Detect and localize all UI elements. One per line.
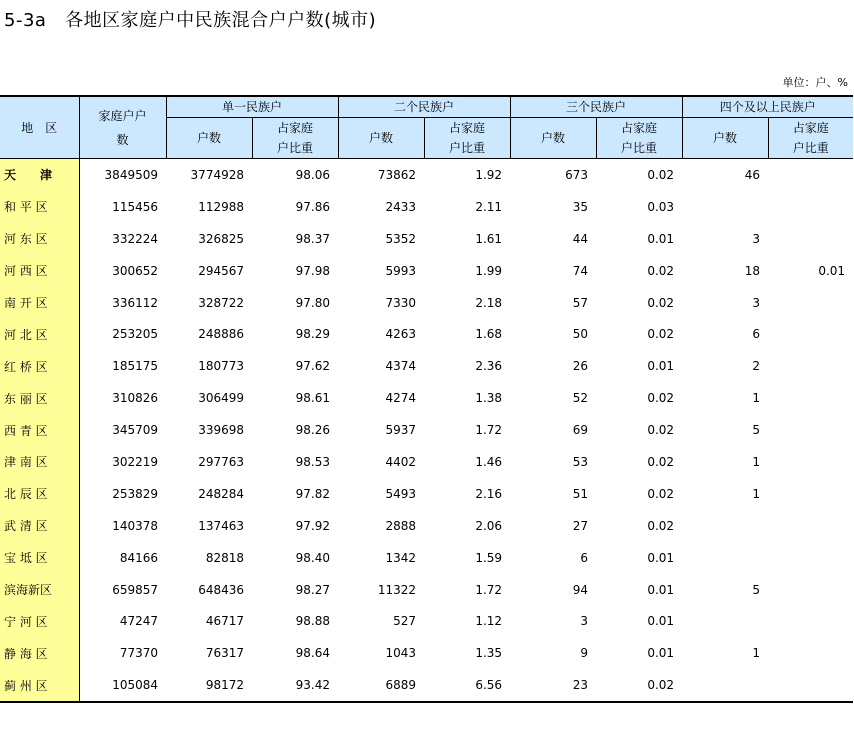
cell-region: 南 开 区 <box>0 287 79 319</box>
cell-two-share: 1.35 <box>475 646 503 661</box>
cell-single-count: 98172 <box>166 669 252 702</box>
cell-three-count: 94 <box>572 582 589 597</box>
cell-four-count: 6 <box>752 327 761 342</box>
header-group-three: 三个民族户 <box>510 96 682 118</box>
cell-two-count: 1043 <box>385 646 417 661</box>
cell-three-share: 0.02 <box>647 518 675 533</box>
cell-three-count: 673 <box>565 167 589 182</box>
cell-households: 105084 <box>79 669 166 702</box>
cell-region: 天 津 <box>0 159 79 191</box>
header-count: 户数 <box>166 118 252 159</box>
table-row <box>0 382 853 414</box>
cell-region: 滨海新区 <box>0 574 79 606</box>
cell-four-count: 46 <box>744 167 761 182</box>
cell-two-share: 1.61 <box>475 231 503 246</box>
cell-three-share: 0.02 <box>647 423 675 438</box>
cell-four-count: 1 <box>752 454 761 469</box>
cell-four-share <box>768 287 853 319</box>
cell-region: 津 南 区 <box>0 446 79 478</box>
table-row <box>0 287 853 319</box>
cell-households: 3849509 <box>104 167 158 182</box>
cell-two-count: 2888 <box>385 518 417 533</box>
cell-three-count: 23 <box>510 669 596 702</box>
table-header <box>0 96 853 159</box>
cell-two-count: 73862 <box>377 167 417 182</box>
cell-three-share: 0.01 <box>647 550 675 565</box>
header-share: 占家庭户比重 <box>768 118 853 159</box>
cell-single-share: 98.61 <box>295 391 331 406</box>
cell-households: 310826 <box>112 391 158 406</box>
cell-two-share: 2.36 <box>475 359 503 374</box>
cell-three-share: 0.02 <box>647 327 675 342</box>
cell-region: 静 海 区 <box>0 637 79 669</box>
cell-three-share: 0.01 <box>647 582 675 597</box>
cell-single-share: 98.88 <box>295 614 331 629</box>
cell-households: 140378 <box>112 518 158 533</box>
cell-three-count: 35 <box>572 199 589 214</box>
cell-four-count: 18 <box>744 263 761 278</box>
cell-four-count: 1 <box>752 646 761 661</box>
cell-single-share: 98.26 <box>295 423 331 438</box>
page-title: 5-3a 各地区家庭户中民族混合户户数(城市) <box>4 10 377 31</box>
header-count: 户数 <box>682 118 768 159</box>
cell-four-share: 0.01 <box>818 263 846 278</box>
table-row <box>0 605 853 637</box>
cell-two-count: 4402 <box>385 454 417 469</box>
cell-two-share: 1.38 <box>475 391 503 406</box>
table-row <box>0 223 853 255</box>
table-row <box>0 318 853 350</box>
cell-single-count: 297763 <box>198 454 244 469</box>
cell-single-share: 98.37 <box>295 231 331 246</box>
table-row <box>0 255 853 287</box>
table-row-total <box>0 159 853 191</box>
cell-single-count: 112988 <box>198 199 244 214</box>
cell-single-count: 326825 <box>198 231 244 246</box>
cell-three-share: 0.02 <box>647 391 675 406</box>
table-row <box>0 414 853 446</box>
cell-two-count: 4274 <box>385 391 417 406</box>
cell-two-share: 6.56 <box>424 669 510 702</box>
cell-three-share: 0.02 <box>647 263 675 278</box>
cell-single-count: 648436 <box>198 582 244 597</box>
cell-four-count: 3 <box>752 295 761 310</box>
cell-two-share: 2.06 <box>475 518 503 533</box>
cell-region: 西 青 区 <box>0 414 79 446</box>
cell-four-count: 5 <box>752 423 761 438</box>
cell-single-count: 328722 <box>198 295 244 310</box>
cell-three-share: 0.03 <box>647 199 675 214</box>
cell-two-share: 1.68 <box>475 327 503 342</box>
cell-two-count: 1342 <box>385 550 417 565</box>
cell-two-count: 11322 <box>377 582 417 597</box>
cell-households: 84166 <box>119 550 158 565</box>
cell-three-share: 0.01 <box>647 614 675 629</box>
cell-four-share <box>768 669 853 702</box>
cell-single-share: 97.62 <box>295 359 331 374</box>
cell-region: 河 北 区 <box>0 318 79 350</box>
cell-four-share <box>768 637 853 669</box>
header-count: 户数 <box>338 118 424 159</box>
cell-single-count: 294567 <box>198 263 244 278</box>
cell-four-share <box>768 159 853 191</box>
cell-three-share: 0.02 <box>647 454 675 469</box>
cell-single-share: 97.86 <box>295 199 331 214</box>
cell-three-share: 0.02 <box>647 167 675 182</box>
cell-households: 115456 <box>112 199 158 214</box>
cell-two-share: 2.11 <box>475 199 503 214</box>
cell-three-share: 0.02 <box>596 669 682 702</box>
cell-households: 47247 <box>119 614 158 629</box>
cell-region: 蓟 州 区 <box>0 669 79 702</box>
table-row <box>0 637 853 669</box>
table-row <box>0 542 853 574</box>
cell-three-count: 44 <box>572 231 589 246</box>
table-row <box>0 446 853 478</box>
cell-two-share: 1.12 <box>475 614 503 629</box>
cell-households: 332224 <box>112 231 158 246</box>
cell-households: 659857 <box>112 582 158 597</box>
cell-three-share: 0.01 <box>647 359 675 374</box>
cell-single-count: 339698 <box>198 423 244 438</box>
cell-four-share <box>768 542 853 574</box>
table-row <box>0 350 853 382</box>
cell-two-count: 7330 <box>385 295 417 310</box>
cell-four-count <box>682 605 768 637</box>
header-group-four-plus: 四个及以上民族户 <box>682 96 853 118</box>
cell-region: 河 东 区 <box>0 223 79 255</box>
header-share: 占家庭户比重 <box>596 118 682 159</box>
cell-region: 和 平 区 <box>0 191 79 223</box>
cell-two-count: 6889 <box>338 669 424 702</box>
cell-three-count: 52 <box>572 391 589 406</box>
cell-four-share <box>768 191 853 223</box>
cell-single-share: 98.29 <box>295 327 331 342</box>
cell-two-share: 1.59 <box>475 550 503 565</box>
cell-two-count: 4263 <box>385 327 417 342</box>
cell-region: 红 桥 区 <box>0 350 79 382</box>
cell-four-share <box>768 605 853 637</box>
header-count: 户数 <box>510 118 596 159</box>
cell-single-count: 137463 <box>198 518 244 533</box>
cell-two-count: 2433 <box>385 199 417 214</box>
data-table <box>0 95 853 703</box>
cell-four-count <box>682 542 768 574</box>
cell-single-share: 97.82 <box>295 486 331 501</box>
cell-four-share <box>768 446 853 478</box>
cell-three-share: 0.01 <box>647 646 675 661</box>
cell-single-share: 98.64 <box>295 646 331 661</box>
cell-households: 345709 <box>112 423 158 438</box>
table-row <box>0 191 853 223</box>
cell-two-count: 5493 <box>385 486 417 501</box>
cell-four-count <box>682 191 768 223</box>
cell-single-count: 248284 <box>198 486 244 501</box>
cell-single-share: 98.40 <box>295 550 331 565</box>
unit-label: 单位：户、% <box>782 76 848 89</box>
cell-three-count: 51 <box>572 486 589 501</box>
cell-single-count: 82818 <box>205 550 244 565</box>
cell-two-share: 1.72 <box>475 423 503 438</box>
cell-single-count: 46717 <box>205 614 244 629</box>
cell-single-count: 180773 <box>198 359 244 374</box>
header-group-two: 二个民族户 <box>338 96 510 118</box>
cell-four-share <box>768 382 853 414</box>
cell-region: 宝 坻 区 <box>0 542 79 574</box>
cell-four-count: 5 <box>752 582 761 597</box>
cell-four-share <box>768 318 853 350</box>
cell-households: 302219 <box>112 454 158 469</box>
cell-households: 253205 <box>112 327 158 342</box>
header-region: 地 区 <box>0 96 79 159</box>
cell-households: 336112 <box>112 295 158 310</box>
cell-region: 东 丽 区 <box>0 382 79 414</box>
cell-three-count: 9 <box>580 646 589 661</box>
cell-three-count: 69 <box>572 423 589 438</box>
cell-single-share: 93.42 <box>252 669 338 702</box>
cell-three-count: 57 <box>572 295 589 310</box>
cell-four-count: 3 <box>752 231 761 246</box>
cell-four-share <box>768 478 853 510</box>
cell-two-count: 527 <box>393 614 417 629</box>
cell-four-count: 1 <box>752 486 761 501</box>
cell-two-share: 1.99 <box>475 263 503 278</box>
cell-households: 185175 <box>112 359 158 374</box>
cell-single-share: 98.27 <box>295 582 331 597</box>
cell-single-count: 76317 <box>205 646 244 661</box>
cell-region: 宁 河 区 <box>0 605 79 637</box>
cell-three-count: 26 <box>572 359 589 374</box>
table-row <box>0 574 853 606</box>
cell-region: 武 清 区 <box>0 510 79 542</box>
cell-single-count: 306499 <box>198 391 244 406</box>
cell-three-share: 0.02 <box>647 295 675 310</box>
table-row <box>0 669 853 702</box>
cell-three-count: 3 <box>580 614 589 629</box>
cell-four-count <box>682 510 768 542</box>
cell-two-share: 2.18 <box>475 295 503 310</box>
cell-two-share: 2.16 <box>475 486 503 501</box>
cell-single-share: 97.80 <box>295 295 331 310</box>
cell-two-count: 5993 <box>385 263 417 278</box>
cell-four-share <box>768 574 853 606</box>
cell-two-count: 4374 <box>385 359 417 374</box>
table-row <box>0 510 853 542</box>
cell-two-count: 5352 <box>385 231 417 246</box>
cell-two-share: 1.92 <box>475 167 503 182</box>
cell-single-share: 98.06 <box>295 167 331 182</box>
cell-two-count: 5937 <box>385 423 417 438</box>
cell-four-share <box>768 223 853 255</box>
cell-four-count: 1 <box>752 391 761 406</box>
cell-single-count: 3774928 <box>190 167 244 182</box>
cell-four-share <box>768 350 853 382</box>
cell-three-share: 0.02 <box>647 486 675 501</box>
cell-two-share: 1.72 <box>475 582 503 597</box>
cell-two-share: 1.46 <box>475 454 503 469</box>
cell-households: 300652 <box>112 263 158 278</box>
cell-three-count: 6 <box>580 550 589 565</box>
cell-households: 77370 <box>119 646 158 661</box>
cell-three-count: 27 <box>572 518 589 533</box>
cell-households: 253829 <box>112 486 158 501</box>
cell-three-share: 0.01 <box>647 231 675 246</box>
cell-single-count: 248886 <box>198 327 244 342</box>
header-group-single: 单一民族户 <box>166 96 338 118</box>
table-row <box>0 478 853 510</box>
header-share: 占家庭户比重 <box>424 118 510 159</box>
header-share: 占家庭户比重 <box>252 118 338 159</box>
cell-four-share <box>768 414 853 446</box>
cell-four-share <box>768 510 853 542</box>
cell-four-count <box>682 669 768 702</box>
cell-region: 河 西 区 <box>0 255 79 287</box>
cell-three-count: 50 <box>572 327 589 342</box>
cell-three-count: 53 <box>572 454 589 469</box>
cell-single-share: 98.53 <box>295 454 331 469</box>
cell-single-share: 97.98 <box>295 263 331 278</box>
table-body <box>0 159 853 703</box>
cell-single-share: 97.92 <box>295 518 331 533</box>
cell-region: 北 辰 区 <box>0 478 79 510</box>
cell-four-count: 2 <box>752 359 761 374</box>
header-households: 家庭户户 数 <box>79 96 166 159</box>
cell-three-count: 74 <box>572 263 589 278</box>
